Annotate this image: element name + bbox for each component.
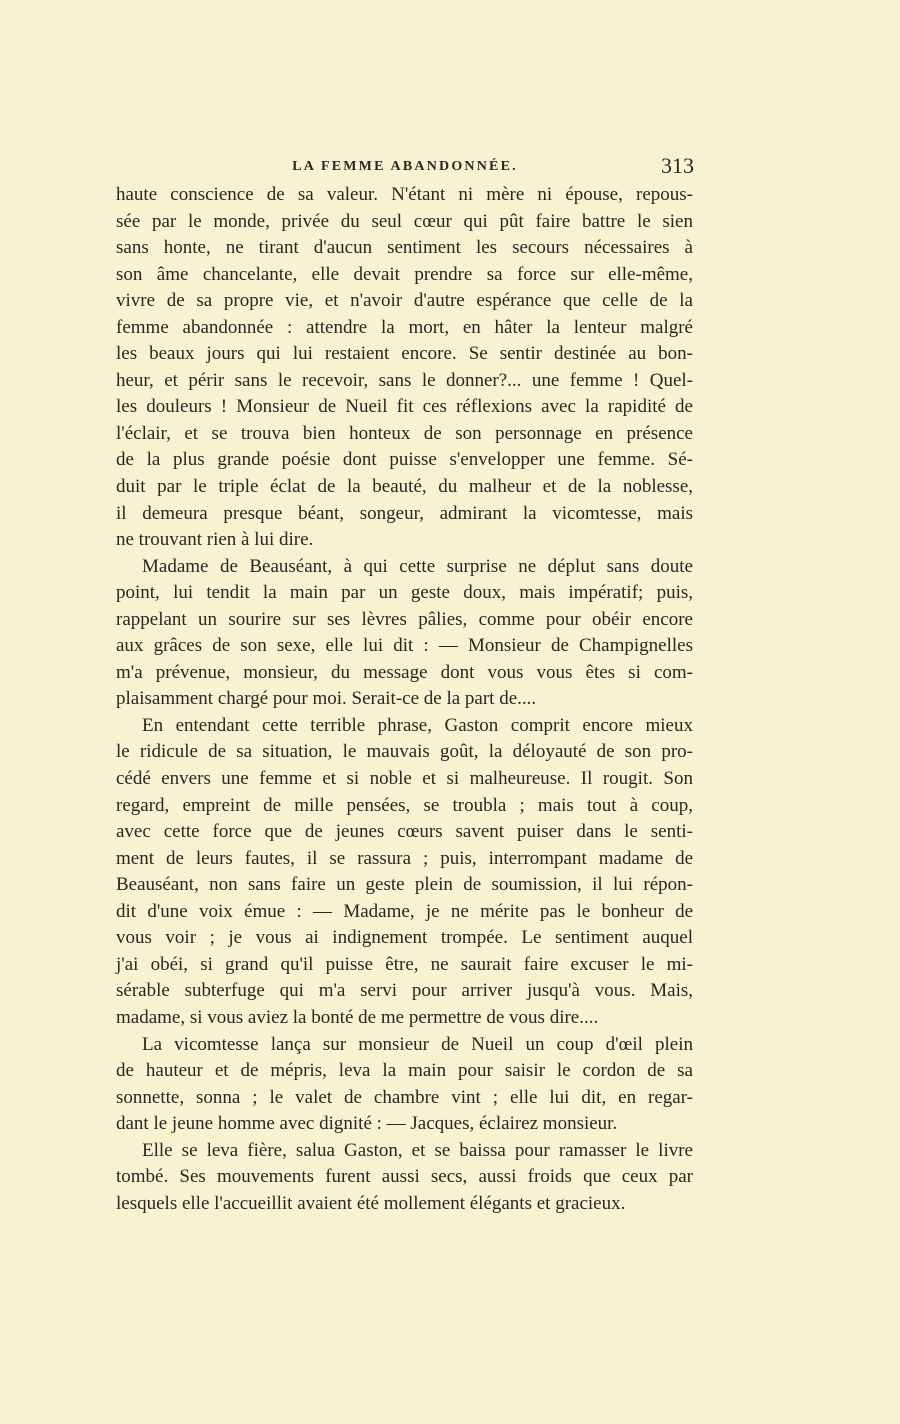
text-line: il demeura presque béant, songeur, admirant la vicomtesse, mais <box>116 502 693 524</box>
text-line: regard, empreint de mille pensées, se troubla ; mais tout à coup, <box>116 794 693 816</box>
text-line: Madame de Beauséant, à qui cette surprise ne déplut sans doute <box>142 555 693 577</box>
text-line: En entendant cette terrible phrase, Gaston comprit encore mieux <box>142 714 693 736</box>
text-line: heur, et périr sans le recevoir, sans le donner?... une femme ! Quel- <box>116 369 693 391</box>
text-line: sérable subterfuge qui m'a servi pour arriver jusqu'à vous. Mais, <box>116 980 693 1002</box>
text-line: de hauteur et de mépris, leva la main pour saisir le cordon de sa <box>116 1060 693 1082</box>
text-line: cédé envers une femme et si noble et si malheureuse. Il rougit. Son <box>116 768 693 790</box>
text-line: de la plus grande poésie dont puisse s'envelopper une femme. Sé- <box>116 449 693 471</box>
paragraph <box>116 182 693 554</box>
page-number: 313 <box>661 153 694 178</box>
text-line: son âme chancelante, elle devait prendre sa force sur elle-même, <box>116 263 693 285</box>
page-body <box>116 182 693 1217</box>
page-header <box>116 153 694 179</box>
text-line: rappelant un sourire sur ses lèvres pâlies, comme pour obéir encore <box>116 608 693 630</box>
paragraph <box>116 713 693 1032</box>
text-line: duit par le triple éclat de la beauté, du malheur et de la noblesse, <box>116 476 693 498</box>
text-line: sonnette, sonna ; le valet de chambre vint ; elle lui dit, en regar- <box>116 1086 693 1108</box>
text-line: vous voir ; je vous ai indignement trompée. Le sentiment auquel <box>116 927 693 949</box>
text-line: plaisamment chargé pour moi. Serait-ce de la part de.... <box>116 688 537 710</box>
text-line: haute conscience de sa valeur. N'étant ni mère ni épouse, repous- <box>116 184 693 205</box>
text-line: m'a prévenue, monsieur, du message dont vous vous êtes si com- <box>116 661 693 683</box>
text-line: le ridicule de sa situation, le mauvais goût, la déloyauté de son pro- <box>116 741 693 763</box>
text-line: Elle se leva fière, salua Gaston, et se baissa pour ramasser le livre <box>142 1139 693 1161</box>
text-line: sée par le monde, privée du seul cœur qui pût faire battre le sien <box>116 210 693 232</box>
text-line: sans honte, ne tirant d'aucun sentiment les secours nécessaires à <box>116 237 693 259</box>
text-line: dant le jeune homme avec dignité : — Jacques, éclairez monsieur. <box>116 1113 618 1135</box>
paragraph <box>116 1138 693 1218</box>
text-line: ne trouvant rien à lui dire. <box>116 529 314 551</box>
text-line: dit d'une voix émue : — Madame, je ne mérite pas le bonheur de <box>116 900 693 922</box>
paragraph <box>116 1032 693 1138</box>
text-line: Beauséant, non sans faire un geste plein de soumission, il lui répon- <box>116 874 693 896</box>
text-line: vivre de sa propre vie, et n'avoir d'autre espérance que celle de la <box>116 290 693 312</box>
text-line: les douleurs ! Monsieur de Nueil fit ces réflexions avec la rapidité de <box>116 396 693 418</box>
text-line: point, lui tendit la main par un geste doux, mais impératif; puis, <box>116 582 693 604</box>
text-line: aux grâces de son sexe, elle lui dit : — Monsieur de Champignelles <box>116 635 693 657</box>
text-line: La vicomtesse lança sur monsieur de Nueil un coup d'œil plein <box>142 1033 693 1055</box>
text-line: j'ai obéi, si grand qu'il puisse être, ne saurait faire excuser le mi- <box>116 953 693 975</box>
text-line: ment de leurs fautes, il se rassura ; puis, interrompant madame de <box>116 847 693 869</box>
text-line: lesquels elle l'accueillit avaient été mollement élégants et gracieux. <box>116 1192 626 1214</box>
text-line: madame, si vous aviez la bonté de me permettre de vous dire.... <box>116 1006 599 1028</box>
text-line: avec cette force que de jeunes cœurs savent puiser dans le senti- <box>116 821 693 843</box>
text-line: tombé. Ses mouvements furent aussi secs, aussi froids que ceux par <box>116 1166 693 1188</box>
running-title: LA FEMME ABANDONNÉE. <box>292 159 518 174</box>
text-line: les beaux jours qui lui restaient encore. Se sentir destinée au bon- <box>116 343 693 365</box>
text-line: femme abandonnée : attendre la mort, en hâter la lenteur malgré <box>116 316 693 338</box>
paragraph <box>116 554 693 713</box>
text-line: l'éclair, et se trouva bien honteux de son personnage en présence <box>116 422 693 444</box>
